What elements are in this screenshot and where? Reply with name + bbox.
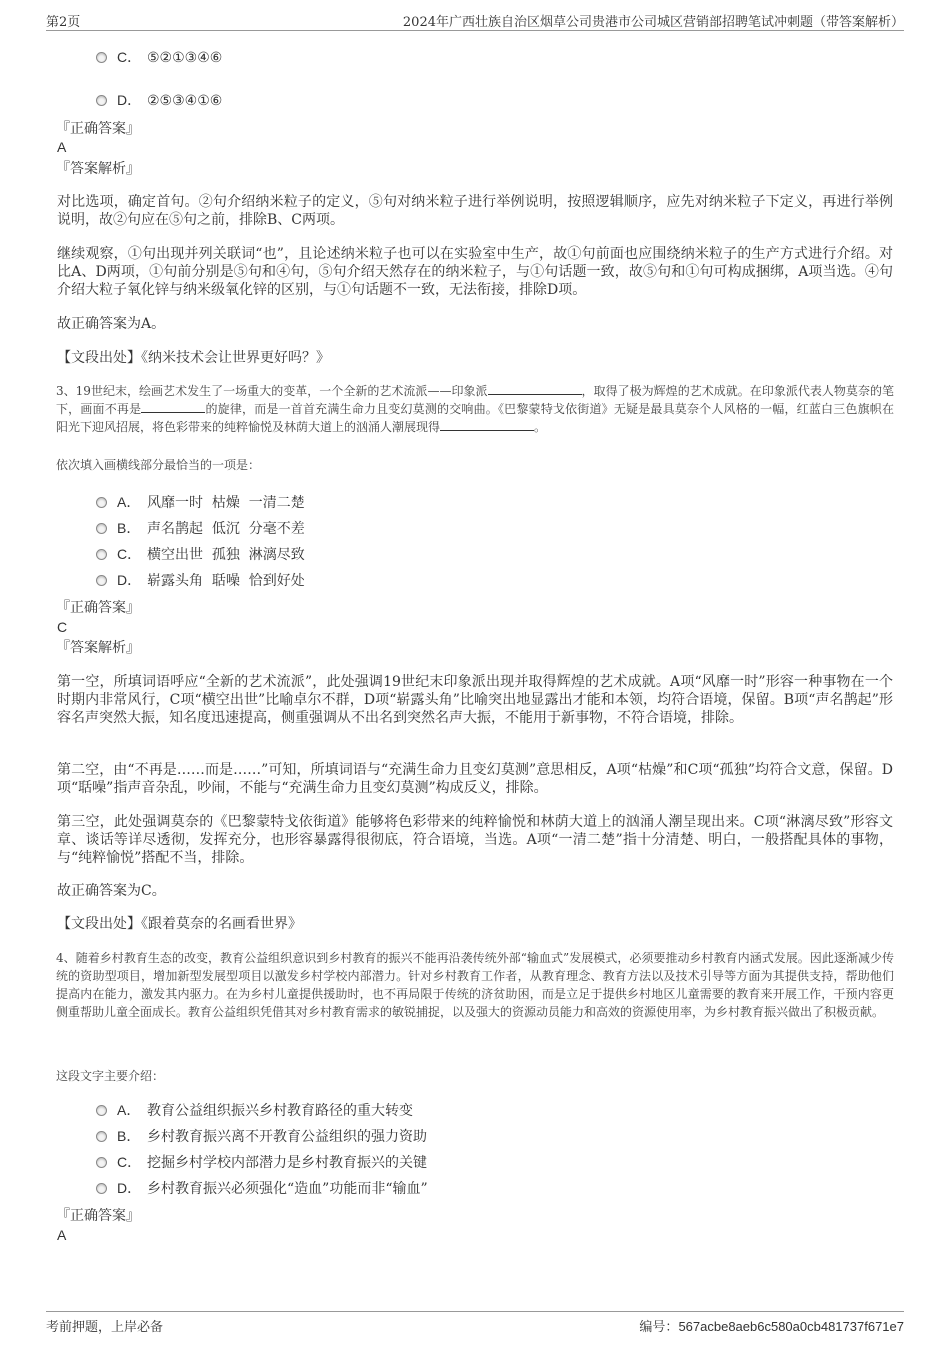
analysis-paragraph: 第二空，由“不再是……而是……”可知，所填词语与“充满生命力且变幻莫测”意思相反，A项“枯燥”和C项“孤独”均符合文意，保留。D项“聒噪”指声音杂乱，吵闹，不能与“充满生命力且变幻莫测”构成反义，排除。 <box>57 762 893 796</box>
fill-blank <box>488 382 582 395</box>
radio-icon[interactable] <box>96 95 107 106</box>
fill-blank <box>440 418 534 431</box>
radio-icon[interactable] <box>96 1157 107 1168</box>
question-3-stem: 3、19世纪末，绘画艺术发生了一场重大的变革，一个全新的艺术流派——印象派 ，取得了极为辉煌的艺术成就。在印象派代表人物莫奈的笔下，画面不再是 的旋律，而是一首首充满生命力且变幻莫测的交响曲。《巴黎蒙特戈依街道》无疑是最具莫奈个人风格的一幅，红蓝白三色旗帜在阳光下迎风招展，将色彩带来的纯粹愉悦及林荫大道上的汹涌人潮展现得 。 <box>56 384 894 434</box>
option-c[interactable]: C． 挖掘乡村学校内部潜力是乡村教育振兴的关键 <box>96 1153 427 1172</box>
option-c[interactable]: C． 横空出世 孤独 淋漓尽致 <box>96 545 305 564</box>
radio-icon[interactable] <box>96 1183 107 1194</box>
correct-answer: C <box>57 619 68 635</box>
analysis-conclusion: 故正确答案为C。 <box>57 883 166 899</box>
radio-icon[interactable] <box>96 1131 107 1142</box>
page-header <box>46 0 904 31</box>
page-number: 第2页 <box>46 15 81 30</box>
radio-icon[interactable] <box>96 52 107 63</box>
analysis-label: 『答案解析』 <box>56 640 140 656</box>
radio-icon[interactable] <box>96 497 107 508</box>
document-code: 编号：567acbe8aeb6c580a0cb481737f671e7 <box>639 1319 904 1335</box>
analysis-paragraph: 继续观察，①句出现并列关联词“也”，且论述纳米粒子也可以在实验室中生产，故①句前面也应围绕纳米粒子的生产方式进行介绍。对比A、D两项，①句前分别是⑤句和④句，⑤句介绍天然存在的纳米粒子，与①句话题一致，故⑤句和①句可构成捆绑，A项当选。④句介绍大粒子氧化锌与纳米级氧化锌的区别，与①句话题不一致，无法衔接，排除D项。 <box>57 246 893 298</box>
fill-blank <box>141 400 205 413</box>
analysis-paragraph: 第三空，此处强调莫奈的《巴黎蒙特戈依街道》能够将色彩带来的纯粹愉悦和林荫大道上的汹涌人潮呈现出来。C项“淋漓尽致”形容文章、谈话等详尽透彻，发挥充分，也形容暴露得很彻底，符合语境，当选。A项“一清二楚”指十分清楚、明白，一般搭配具体的事物，与“纯粹愉悦”搭配不当，排除。 <box>57 814 893 866</box>
page-footer <box>46 1311 904 1346</box>
correct-answer: A <box>57 1227 67 1243</box>
document-title: 2024年广西壮族自治区烟草公司贵港市公司城区营销部招聘笔试冲刺题（带答案解析） <box>402 15 904 30</box>
question-4-stem: 4、随着乡村教育生态的改变，教育公益组织意识到乡村教育的振兴不能再沿袭传统外部“输血式”发展模式，必须要推动乡村教育内涵式发展。因此逐渐减少传统的资助型项目，增加新型发展型项目以激发乡村学校内部潜力。针对乡村教育工作者，从教育理念、教育方法以及技术引导等方面为其提供支持，帮助他们提高内在能力，激发其内驱力。在为乡村儿童提供援助时，也不再局限于传统的济贫助困，而是立足于提供乡村地区儿童需要的教育来开展工作，干预内容更侧重帮助儿童全面成长。教育公益组织凭借其对乡村教育需求的敏锐捕捉，以及强大的资源动员能力和高效的资源使用率，为乡村教育振兴做出了积极贡献。 <box>56 951 894 1019</box>
option-d[interactable]: D． ②⑤③④①⑥ <box>96 91 222 110</box>
source-citation: 【文段出处】《跟着莫奈的名画看世界》 <box>57 916 302 932</box>
source-citation: 【文段出处】《纳米技术会让世界更好吗？》 <box>57 350 330 366</box>
option-b[interactable]: B． 声名鹊起 低沉 分毫不差 <box>96 519 305 538</box>
analysis-conclusion: 故正确答案为A。 <box>57 316 166 332</box>
radio-icon[interactable] <box>96 549 107 560</box>
correct-answer-label: 『正确答案』 <box>56 121 140 137</box>
correct-answer-label: 『正确答案』 <box>56 600 140 616</box>
correct-answer-label: 『正确答案』 <box>56 1208 140 1224</box>
option-c[interactable]: C． ⑤②①③④⑥ <box>96 48 222 67</box>
correct-answer: A <box>57 139 67 155</box>
option-a[interactable]: A． 风靡一时 枯燥 一清二楚 <box>96 493 305 512</box>
radio-icon[interactable] <box>96 575 107 586</box>
question-4-prompt: 这段文字主要介绍： <box>56 1069 165 1083</box>
analysis-label: 『答案解析』 <box>56 161 140 177</box>
footer-slogan: 考前押题，上岸必备 <box>46 1320 164 1335</box>
analysis-paragraph: 对比选项，确定首句。②句介绍纳米粒子的定义，⑤句对纳米粒子进行举例说明，按照逻辑顺序，应先对纳米粒子下定义，再进行举例说明，故②句应在⑤句之前，排除B、C两项。 <box>57 194 893 228</box>
radio-icon[interactable] <box>96 1105 107 1116</box>
question-3-prompt: 依次填入画横线部分最恰当的一项是： <box>56 458 261 472</box>
option-d[interactable]: D． 崭露头角 聒噪 恰到好处 <box>96 571 305 590</box>
option-b[interactable]: B． 乡村教育振兴离不开教育公益组织的强力资助 <box>96 1127 427 1146</box>
radio-icon[interactable] <box>96 523 107 534</box>
option-a[interactable]: A． 教育公益组织振兴乡村教育路径的重大转变 <box>96 1101 413 1120</box>
analysis-paragraph: 第一空，所填词语呼应“全新的艺术流派”，此处强调19世纪末印象派出现并取得辉煌的艺术成就。A项“风靡一时”形容一种事物在一个时期内非常风行，C项“横空出世”比喻卓尔不群，D项“崭露头角”比喻突出地显露出才能和本领，均符合语境，保留。B项“声名鹊起”形容名声突然大振，知名度迅速提高，侧重强调从不出名到突然名声大振，不能用于新事物，不符合语境，排除。 <box>57 674 893 726</box>
option-d[interactable]: D． 乡村教育振兴必须强化“造血”功能而非“输血” <box>96 1179 428 1198</box>
